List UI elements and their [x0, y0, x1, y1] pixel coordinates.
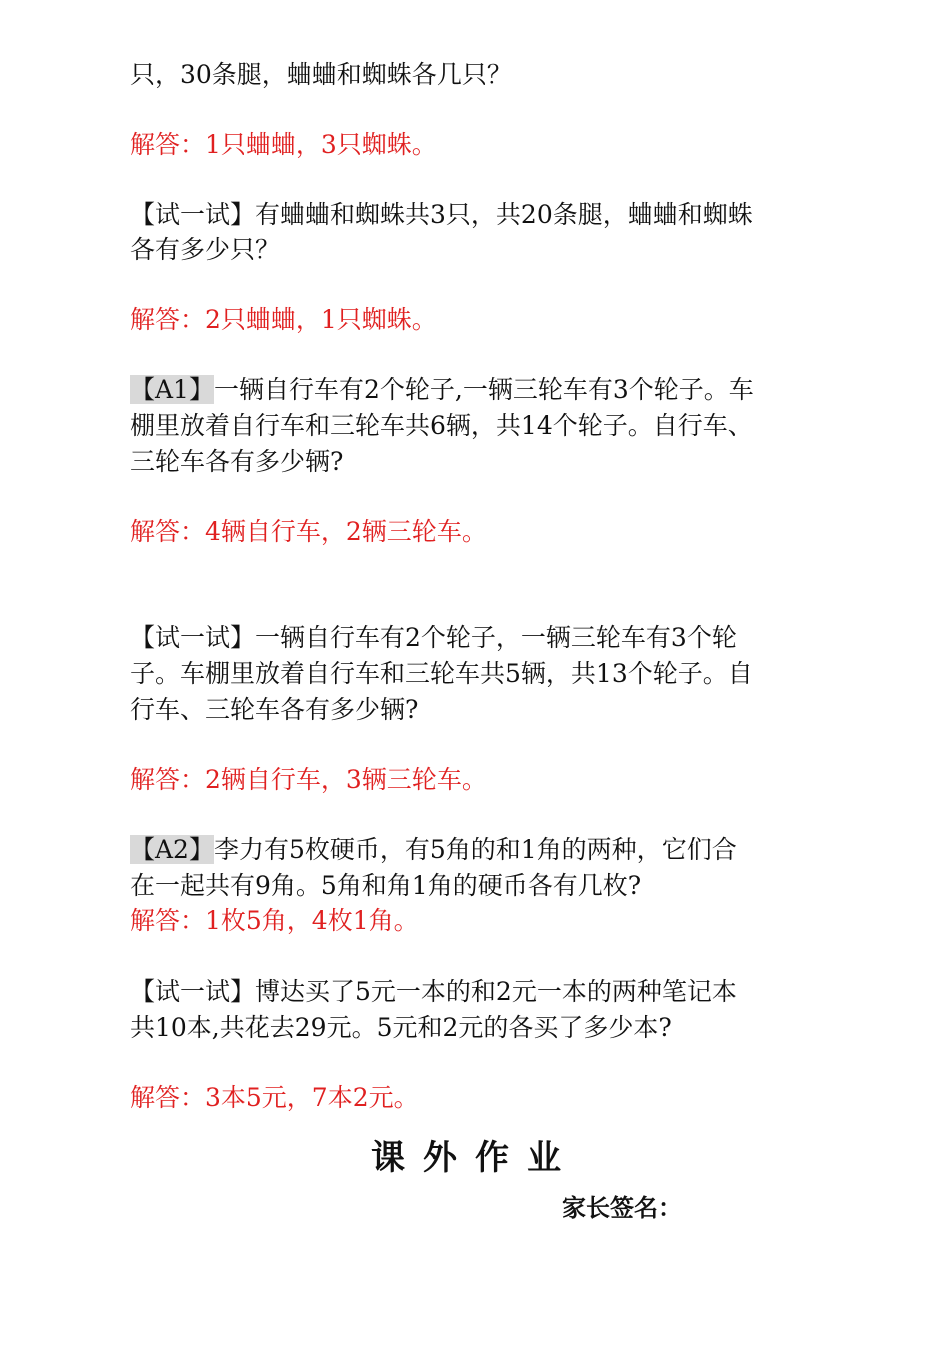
- answer-text: 解答：1只蛐蛐，3只蜘蛛。: [130, 130, 437, 159]
- problem-a2-text: 李力有5枚硬币，有5角的和1角的两种，它们合: [213, 835, 737, 864]
- try-problem-text: 各有多少只？: [130, 235, 281, 264]
- try-problem-text: 【试一试】博达买了5元一本的和2元一本的两种笔记本: [130, 977, 737, 1006]
- answer-text: 解答：3本5元，7本2元。: [130, 1083, 419, 1112]
- problem-tag-a2: 【A2】: [130, 835, 214, 864]
- problem-a2-line: [130, 832, 830, 867]
- problem-tag-a1: 【A1】: [130, 375, 214, 404]
- problem-text: 在一起共有9角。5角和角1角的硬币各有几枚?: [130, 871, 642, 900]
- try-problem-text: 【试一试】有蛐蛐和蜘蛛共3只，共20条腿，蛐蛐和蜘蛛: [130, 200, 753, 229]
- try-problem-text: 子。车棚里放着自行车和三轮车共5辆，共13个轮子。自: [130, 659, 753, 688]
- try-problem-text: 【试一试】一辆自行车有2个轮子，一辆三轮车有3个轮: [130, 623, 737, 652]
- answer-text: 解答：4辆自行车，2辆三轮车。: [130, 517, 487, 546]
- homework-title: 课外作业: [371, 1138, 579, 1178]
- try-problem-text: 共10本,共花去29元。5元和2元的各买了多少本?: [130, 1013, 672, 1042]
- answer-text: 解答：2只蛐蛐，1只蜘蛛。: [130, 305, 437, 334]
- problem-text: 只，30条腿，蛐蛐和蜘蛛各几只？: [130, 60, 512, 89]
- problem-a1-text: 一辆自行车有2个轮子,一辆三轮车有3个轮子。车: [213, 375, 754, 404]
- problem-text: 三轮车各有多少辆?: [130, 447, 344, 476]
- problem-a1-line: [130, 372, 830, 407]
- problem-text: 棚里放着自行车和三轮车共6辆，共14个轮子。自行车、: [130, 411, 753, 440]
- answer-text: 解答：1枚5角，4枚1角。: [130, 906, 419, 935]
- try-problem-text: 行车、三轮车各有多少辆?: [130, 695, 419, 724]
- answer-text: 解答：2辆自行车，3辆三轮车。: [130, 765, 487, 794]
- parent-signature-label: 家长签名：: [562, 1194, 682, 1222]
